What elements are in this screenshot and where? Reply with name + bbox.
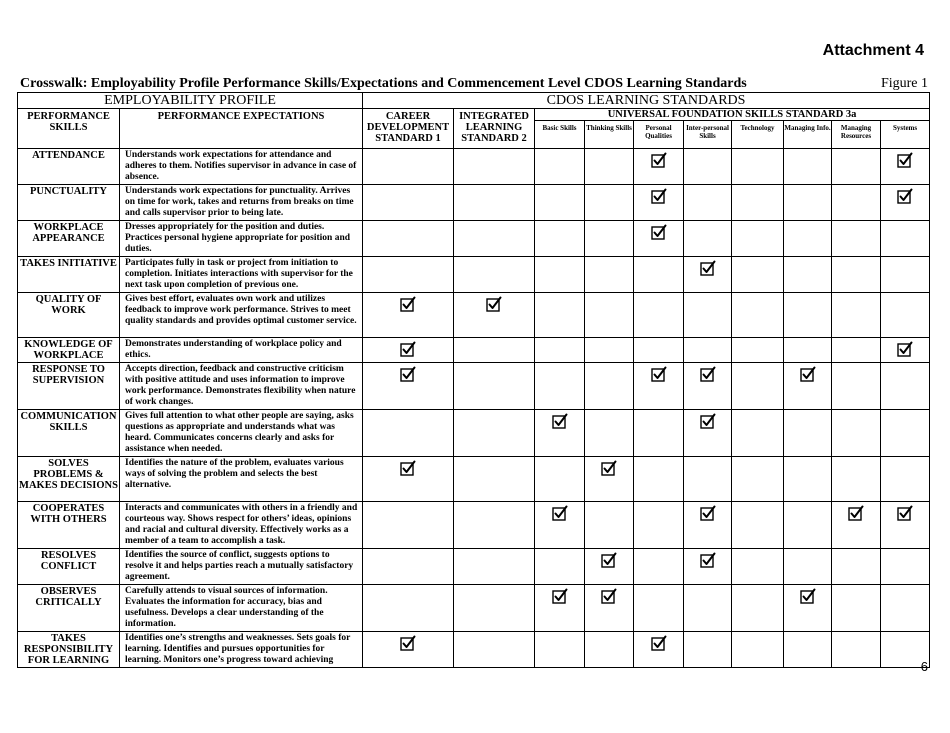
checked-box-icon [700, 260, 716, 276]
standard-mark-cell [363, 410, 454, 457]
standard-mark-cell [732, 410, 784, 457]
performance-expectation-cell: Identifies the source of conflict, suggests options to resolve it and helps parties reach a mutually satisfactory agreement. [120, 549, 363, 585]
performance-expectation-cell: Accepts direction, feedback and constructive criticism with positive attitude and uses information to improve work performance. Demonstrates flexibility when nature of work changes. [120, 363, 363, 410]
standard-mark-cell [881, 338, 930, 363]
standard-mark-cell [454, 549, 535, 585]
standard-mark-cell [363, 363, 454, 410]
document-title: Crosswalk: Employability Profile Performance Skills/Expectations and Commencement Level CDOS Learning Standards [20, 76, 747, 91]
standard-mark-cell [454, 410, 535, 457]
performance-skill-cell: WORKPLACE APPEARANCE [18, 221, 120, 257]
standard-mark-cell [832, 457, 881, 502]
integrated-learning-header: INTEGRATED LEARNING STANDARD 2 [454, 109, 535, 149]
sub-column-header: Managing Resources [832, 121, 881, 149]
performance-skill-cell: OBSERVES CRITICALLY [18, 585, 120, 632]
table-row [18, 410, 930, 457]
standard-mark-cell [363, 585, 454, 632]
performance-expectation-cell: Demonstrates understanding of workplace policy and ethics. [120, 338, 363, 363]
checked-box-icon [552, 505, 568, 521]
standard-mark-cell [454, 221, 535, 257]
standard-mark-cell [732, 221, 784, 257]
standard-mark-cell [363, 632, 454, 668]
standard-mark-cell [535, 632, 585, 668]
checked-box-icon [700, 366, 716, 382]
standard-mark-cell [881, 221, 930, 257]
table-row [18, 632, 930, 668]
sub-column-header: Inter-personal Skills [684, 121, 732, 149]
checked-box-icon [552, 588, 568, 604]
checked-box-icon [400, 366, 416, 382]
crosswalk-table [17, 92, 930, 668]
standard-mark-cell [784, 149, 832, 185]
standard-mark-cell [363, 502, 454, 549]
standard-mark-cell [732, 502, 784, 549]
standard-mark-cell [832, 410, 881, 457]
standard-mark-cell [732, 632, 784, 668]
standard-mark-cell [634, 585, 684, 632]
checked-box-icon [601, 588, 617, 604]
performance-expectation-cell: Participates fully in task or project from initiation to completion. Initiates interactions with supervisor for the next task upon completion of previous one. [120, 257, 363, 293]
table-row [18, 185, 930, 221]
sub-column-header: Thinking Skills [585, 121, 634, 149]
standard-mark-cell [363, 457, 454, 502]
standard-mark-cell [634, 363, 684, 410]
standard-mark-cell [684, 632, 732, 668]
checked-box-icon [601, 552, 617, 568]
employability-profile-header: EMPLOYABILITY PROFILE [18, 93, 363, 109]
career-development-header: CAREER DEVELOPMENT STANDARD 1 [363, 109, 454, 149]
standard-mark-cell [881, 149, 930, 185]
standard-mark-cell [784, 185, 832, 221]
standard-mark-cell [684, 185, 732, 221]
standard-mark-cell [881, 585, 930, 632]
standard-mark-cell [684, 363, 732, 410]
standard-mark-cell [832, 363, 881, 410]
performance-expectation-cell: Identifies one’s strengths and weaknesses. Sets goals for learning. Identifies and pursues opportunities for learning. Monitors one’s progress toward achieving [120, 632, 363, 668]
standard-mark-cell [784, 338, 832, 363]
attachment-label: Attachment 4 [822, 42, 924, 59]
figure-label: Figure 1 [880, 76, 928, 91]
checked-box-icon [848, 505, 864, 521]
checked-box-icon [897, 152, 913, 168]
table-row [18, 585, 930, 632]
performance-skill-cell: KNOWLEDGE OF WORKPLACE [18, 338, 120, 363]
sub-column-header: Personal Qualities [634, 121, 684, 149]
table-row [18, 457, 930, 502]
standard-mark-cell [363, 549, 454, 585]
standard-mark-cell [684, 457, 732, 502]
standard-mark-cell [585, 363, 634, 410]
standard-mark-cell [684, 293, 732, 338]
cdos-standards-header: CDOS LEARNING STANDARDS [363, 93, 930, 109]
sub-column-header: Basic Skills [535, 121, 585, 149]
standard-mark-cell [832, 549, 881, 585]
standard-mark-cell [585, 338, 634, 363]
standard-mark-cell [454, 457, 535, 502]
standard-mark-cell [732, 338, 784, 363]
standard-mark-cell [535, 410, 585, 457]
standard-mark-cell [585, 257, 634, 293]
standard-mark-cell [732, 585, 784, 632]
standard-mark-cell [363, 221, 454, 257]
standard-mark-cell [634, 549, 684, 585]
standard-mark-cell [684, 549, 732, 585]
standard-mark-cell [634, 221, 684, 257]
standard-mark-cell [585, 585, 634, 632]
standard-mark-cell [535, 185, 585, 221]
performance-expectation-cell: Dresses appropriately for the position and duties. Practices personal hygiene appropriate for position and duties. [120, 221, 363, 257]
standard-mark-cell [585, 549, 634, 585]
standard-mark-cell [634, 293, 684, 338]
standard-mark-cell [634, 502, 684, 549]
standard-mark-cell [832, 149, 881, 185]
table-row [18, 363, 930, 410]
checked-box-icon [400, 460, 416, 476]
performance-expectation-cell: Interacts and communicates with others in a friendly and courteous way. Shows respect for others’ ideas, opinions and racial and cultural diversity. Effectively works as a member of a team to accomplish a task. [120, 502, 363, 549]
performance-expectation-cell: Gives full attention to what other people are saying, asks questions as appropriate and understands what was heard. Communicates concerns clearly and asks for assistance when needed. [120, 410, 363, 457]
checked-box-icon [651, 152, 667, 168]
standard-mark-cell [832, 185, 881, 221]
standard-mark-cell [784, 257, 832, 293]
standard-mark-cell [881, 363, 930, 410]
standard-mark-cell [535, 293, 585, 338]
standard-mark-cell [732, 363, 784, 410]
standard-mark-cell [454, 257, 535, 293]
standard-mark-cell [363, 293, 454, 338]
standard-mark-cell [535, 585, 585, 632]
table-row [18, 549, 930, 585]
standard-mark-cell [363, 338, 454, 363]
standard-mark-cell [363, 185, 454, 221]
standard-mark-cell [585, 293, 634, 338]
standard-mark-cell [881, 257, 930, 293]
standard-mark-cell [684, 410, 732, 457]
standard-mark-cell [881, 293, 930, 338]
standard-mark-cell [634, 338, 684, 363]
standard-mark-cell [881, 185, 930, 221]
checked-box-icon [601, 460, 617, 476]
standard-mark-cell [784, 585, 832, 632]
performance-skill-cell: COOPERATES WITH OTHERS [18, 502, 120, 549]
standard-mark-cell [832, 293, 881, 338]
standard-mark-cell [454, 293, 535, 338]
table-row [18, 293, 930, 338]
standard-mark-cell [881, 502, 930, 549]
sub-column-header: Technology [732, 121, 784, 149]
table-row [18, 257, 930, 293]
checked-box-icon [700, 552, 716, 568]
standard-mark-cell [585, 221, 634, 257]
standard-mark-cell [585, 457, 634, 502]
standard-mark-cell [832, 632, 881, 668]
standard-mark-cell [535, 502, 585, 549]
performance-skill-cell: ATTENDANCE [18, 149, 120, 185]
performance-skill-cell: RESPONSE TO SUPERVISION [18, 363, 120, 410]
performance-expectation-cell: Carefully attends to visual sources of information. Evaluates the information for accuracy, bias and usefulness. Develops a clear understanding of the information. [120, 585, 363, 632]
checked-box-icon [800, 366, 816, 382]
standard-mark-cell [634, 149, 684, 185]
performance-skill-cell: QUALITY OF WORK [18, 293, 120, 338]
standard-mark-cell [832, 585, 881, 632]
standard-mark-cell [585, 632, 634, 668]
performance-skill-cell: TAKES INITIATIVE [18, 257, 120, 293]
standard-mark-cell [535, 149, 585, 185]
standard-mark-cell [684, 221, 732, 257]
standard-mark-cell [454, 632, 535, 668]
standard-mark-cell [535, 363, 585, 410]
performance-expectations-header: PERFORMANCE EXPECTATIONS [120, 109, 363, 149]
performance-skill-cell: RESOLVES CONFLICT [18, 549, 120, 585]
standard-mark-cell [535, 221, 585, 257]
standard-mark-cell [684, 149, 732, 185]
standard-mark-cell [684, 502, 732, 549]
standard-mark-cell [784, 549, 832, 585]
standard-mark-cell [684, 585, 732, 632]
standard-mark-cell [585, 410, 634, 457]
standard-mark-cell [454, 502, 535, 549]
checked-box-icon [800, 588, 816, 604]
standard-mark-cell [732, 149, 784, 185]
standard-mark-cell [684, 338, 732, 363]
standard-mark-cell [784, 221, 832, 257]
performance-expectation-cell: Identifies the nature of the problem, evaluates various ways of solving the problem and selects the best alternative. [120, 457, 363, 502]
table-row [18, 149, 930, 185]
performance-expectation-cell: Understands work expectations for punctuality. Arrives on time for work, takes and returns from breaks on time and calls supervisor prior to being late. [120, 185, 363, 221]
standard-mark-cell [535, 457, 585, 502]
standard-mark-cell [784, 410, 832, 457]
checked-box-icon [552, 413, 568, 429]
standard-mark-cell [454, 185, 535, 221]
standard-mark-cell [832, 338, 881, 363]
performance-skills-header: PERFORMANCE SKILLS [18, 109, 120, 149]
table-row [18, 338, 930, 363]
checked-box-icon [700, 413, 716, 429]
standard-mark-cell [784, 632, 832, 668]
standard-mark-cell [585, 149, 634, 185]
checked-box-icon [400, 296, 416, 312]
performance-skill-cell: TAKES RESPONSIBILITY FOR LEARNING [18, 632, 120, 668]
standard-mark-cell [634, 257, 684, 293]
checked-box-icon [700, 505, 716, 521]
standard-mark-cell [881, 410, 930, 457]
checked-box-icon [400, 341, 416, 357]
checked-box-icon [651, 635, 667, 651]
standard-mark-cell [585, 185, 634, 221]
standard-mark-cell [585, 502, 634, 549]
standard-mark-cell [634, 632, 684, 668]
checked-box-icon [651, 188, 667, 204]
standard-mark-cell [881, 549, 930, 585]
sub-column-header: Systems [881, 121, 930, 149]
checked-box-icon [651, 224, 667, 240]
standard-mark-cell [732, 257, 784, 293]
standard-mark-cell [363, 149, 454, 185]
table-row [18, 502, 930, 549]
standard-mark-cell [363, 257, 454, 293]
performance-expectation-cell: Understands work expectations for attendance and adheres to them. Notifies supervisor in advance in case of absence. [120, 149, 363, 185]
standard-mark-cell [784, 293, 832, 338]
performance-skill-cell: PUNCTUALITY [18, 185, 120, 221]
standard-mark-cell [732, 185, 784, 221]
universal-foundation-header: UNIVERSAL FOUNDATION SKILLS STANDARD 3a [535, 109, 930, 121]
standard-mark-cell [535, 257, 585, 293]
performance-expectation-cell: Gives best effort, evaluates own work and utilizes feedback to improve work performance. Strives to meet quality standards and provides optimal customer service. [120, 293, 363, 338]
performance-skill-cell: SOLVES PROBLEMS & MAKES DECISIONS [18, 457, 120, 502]
standard-mark-cell [634, 457, 684, 502]
standard-mark-cell [535, 338, 585, 363]
page-number: 6 [920, 659, 928, 674]
standard-mark-cell [784, 502, 832, 549]
standard-mark-cell [454, 363, 535, 410]
standard-mark-cell [732, 293, 784, 338]
standard-mark-cell [784, 457, 832, 502]
checked-box-icon [897, 341, 913, 357]
checked-box-icon [400, 635, 416, 651]
standard-mark-cell [454, 585, 535, 632]
checked-box-icon [897, 188, 913, 204]
standard-mark-cell [832, 221, 881, 257]
sub-column-header: Managing Info. [784, 121, 832, 149]
standard-mark-cell [535, 549, 585, 585]
standard-mark-cell [832, 257, 881, 293]
standard-mark-cell [784, 363, 832, 410]
standard-mark-cell [684, 257, 732, 293]
standard-mark-cell [634, 410, 684, 457]
standard-mark-cell [881, 457, 930, 502]
standard-mark-cell [454, 149, 535, 185]
checked-box-icon [486, 296, 502, 312]
standard-mark-cell [832, 502, 881, 549]
performance-skill-cell: COMMUNICATION SKILLS [18, 410, 120, 457]
checked-box-icon [651, 366, 667, 382]
standard-mark-cell [634, 185, 684, 221]
standard-mark-cell [454, 338, 535, 363]
standard-mark-cell [732, 549, 784, 585]
checked-box-icon [897, 505, 913, 521]
table-row [18, 221, 930, 257]
standard-mark-cell [732, 457, 784, 502]
